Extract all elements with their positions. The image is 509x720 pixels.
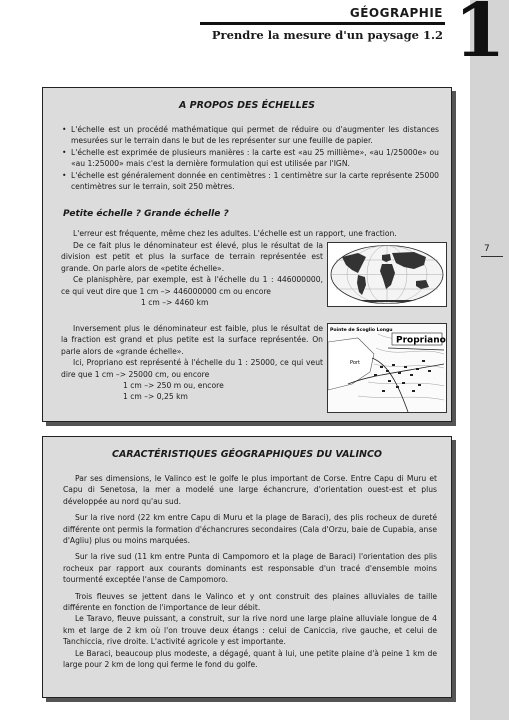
valinco-paragraph: Le Taravo, fleuve puissant, a construit, sur la rive nord une large plaine alluviale longue de 4 km et large de 2 km où l'on trouve deux étangs : celui de Caniccia, rive gauche, et celui de Tanchiccia, rive droite. L'activité agricole y est importante. [63,614,437,647]
propriano-map-image [327,323,447,413]
scales-bullet: • L'échelle est exprimée de plusieurs manières : la carte est «au 25 millième», «au 1/25000e» ou «au 1:25000» mais c'est la dernière formulation qui est utilisée par l'IGN. [61,147,439,170]
chapter-title: Prendre la mesure d'un paysage 1.2 [211,28,443,42]
world-map-image [327,242,447,307]
subject-heading: GÉOGRAPHIE [349,6,443,20]
small-scale-text [61,240,323,308]
scales-subheading: Petite échelle ? Grande échelle ? [63,209,229,219]
world-map-drawing [328,243,446,306]
valinco-body [63,473,437,671]
large-scale-paragraph: Inversement plus le dénominateur est faible, plus le résultat de la fraction est grand et plus petite est la surface représentée. On parle alors de «grande échelle». [61,324,323,356]
small-scale-paragraph: De ce fait plus le dénominateur est élevé, plus le résultat de la division est petit et plus la surface de terrain représentée est grande. On parle alors de «petite échelle». [61,241,323,273]
valinco-paragraph: Sur la rive sud (11 km entre Punta di Campomoro et la plage de Baraci) l'orientation des plis rocheux par rapport aux courants dominants est responsable d'un tracé d'ensemble moins tourmenté exceptée l'anse de Campomoro. [63,552,437,585]
valinco-box-title: CARACTÉRISTIQUES GÉOGRAPHIQUES DU VALINCO [111,449,383,460]
large-scale-paragraph: Ici, Propriano est représenté à l'échelle du 1 : 25000, ce qui veut dire que 1 cm –> 25000 cm, ou encore [61,358,323,379]
scales-box [42,87,452,422]
large-scale-line: 1 cm –> 250 m ou, encore [123,381,224,391]
large-scale-line: 1 cm –> 0,25 km [123,392,188,402]
header-rule [200,22,445,25]
margin-band [470,0,509,720]
map-place-label: Propriano [396,335,446,346]
valinco-box [42,436,452,698]
valinco-paragraph: Par ses dimensions, le Valinco est le golfe le plus important de Corse. Entre Capu di Muru et Capu di Senetosa, la mer a modelé une large échancrure, d'orientation ouest-est et plus développée au nord qu'au sud. [63,474,437,506]
scales-box-title: A PROPOS DES ÉCHELLES [178,100,316,111]
scales-intro [61,228,439,239]
small-scale-line: 1 cm –> 4460 km [141,298,209,308]
scales-intro-text: L'erreur est fréquente, même chez les adultes. L'échelle est un rapport, une fraction. [73,229,397,238]
small-scale-paragraph: Ce planisphère, par exemple, est à l'échelle du 1 : 446000000, ce qui veut dire que 1 cm –> 446000000 cm ou encore [61,275,323,296]
valinco-paragraph: Trois fleuves se jettent dans le Valinco et y ont construit des plaines alluviales de taille différente en fonction de l'importance de leur débit. [63,591,437,613]
scales-bullet-list [61,124,439,192]
map-port-label: Port [350,360,360,366]
page-number: 7 [484,244,490,254]
scales-bullet: • L'échelle est généralement donnée en centimètres : 1 centimètre sur la carte représente 25000 centimètres sur le terrain, soit 250 mètres. [61,170,439,193]
large-scale-text [61,323,323,403]
valinco-paragraph: Sur la rive nord (22 km entre Capu di Muru et la plage de Baraci), des plis rocheux de dureté différente ont permis la formation d'échancrures secondaires (Cala d'Orzu, baie de Cupabia, anse d'Agliu) plus ou moins marquées. [63,513,437,546]
valinco-paragraph: Le Baraci, beaucoup plus modeste, a dégagé, quant à lui, une petite plaine d'à peine 1 km de large pour 2 km de long qui ferme le fond du golfe. [63,648,437,670]
propriano-map-drawing [328,324,446,412]
chapter-number: 1 [454,0,506,74]
map-point-label: Pointe de Scoglio Longu [330,328,393,333]
scales-bullet: • L'échelle est un procédé mathématique qui permet de réduire ou d'augmenter les distances mesurées sur le terrain dans le but de les représenter sur une feuille de papier. [61,124,439,147]
page-number-rule [481,256,503,257]
